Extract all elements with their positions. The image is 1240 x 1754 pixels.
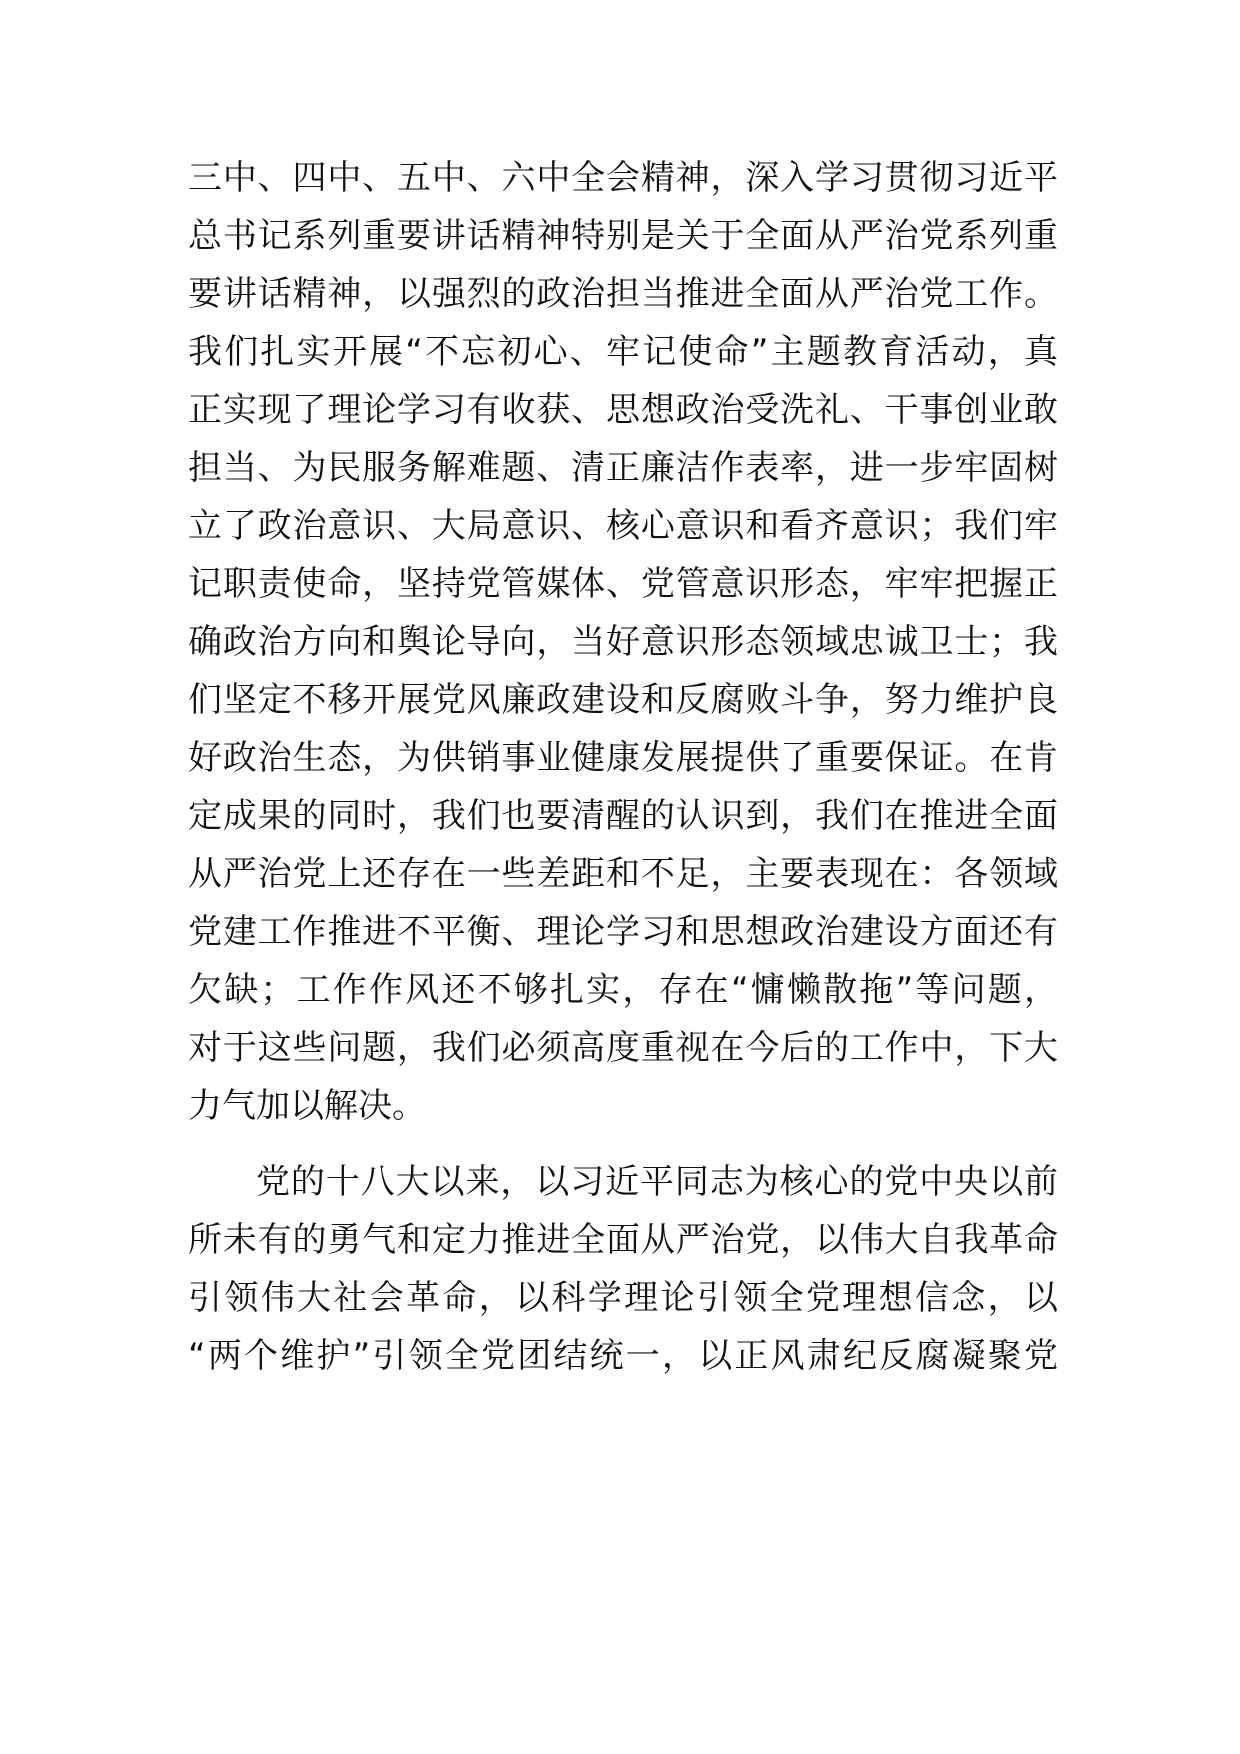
text-line: 记职责使命，坚持党管媒体、党管意识形态，牢牢把握正 xyxy=(188,564,1058,604)
text-line: 要讲话精神，以强烈的政治担当推进全面从严治党工作。 xyxy=(188,274,1058,314)
text-line: 力气加以解决。 xyxy=(188,1086,426,1126)
text-line: 党的十八大以来，以习近平同志为核心的党中央以前 xyxy=(256,1162,1058,1202)
text-line: 党建工作推进不平衡、理论学习和思想政治建设方面还有 xyxy=(188,912,1058,952)
text-line: 对于这些问题，我们必须高度重视在今后的工作中，下大 xyxy=(188,1028,1058,1068)
text-line: 三中、四中、五中、六中全会精神，深入学习贯彻习近平 xyxy=(188,158,1058,198)
text-line: 从严治党上还存在一些差距和不足，主要表现在：各领域 xyxy=(188,854,1058,894)
text-line: 们坚定不移开展党风廉政建设和反腐败斗争，努力维护良 xyxy=(188,680,1058,720)
text-line: “两个维护”引领全党团结统一，以正风肃纪反腐凝聚党 xyxy=(188,1336,1058,1376)
text-line: 欠缺；工作作风还不够扎实，存在“慵懒散拖”等问题， xyxy=(188,970,1058,1010)
text-line: 正实现了理论学习有收获、思想政治受洗礼、干事创业敢 xyxy=(188,390,1058,430)
text-line: 好政治生态，为供销事业健康发展提供了重要保证。在肯 xyxy=(188,738,1058,778)
text-line: 担当、为民服务解难题、清正廉洁作表率，进一步牢固树 xyxy=(188,448,1058,488)
text-line: 立了政治意识、大局意识、核心意识和看齐意识；我们牢 xyxy=(188,506,1058,546)
text-line: 总书记系列重要讲话精神特别是关于全面从严治党系列重 xyxy=(188,216,1058,256)
text-line: 确政治方向和舆论导向，当好意识形态领域忠诚卫士；我 xyxy=(188,622,1058,662)
text-line: 定成果的同时，我们也要清醒的认识到，我们在推进全面 xyxy=(188,796,1058,836)
text-line: 引领伟大社会革命，以科学理论引领全党理想信念，以 xyxy=(188,1278,1058,1318)
text-line: 所未有的勇气和定力推进全面从严治党，以伟大自我革命 xyxy=(188,1220,1058,1260)
text-line: 我们扎实开展“不忘初心、牢记使命”主题教育活动，真 xyxy=(188,332,1058,372)
